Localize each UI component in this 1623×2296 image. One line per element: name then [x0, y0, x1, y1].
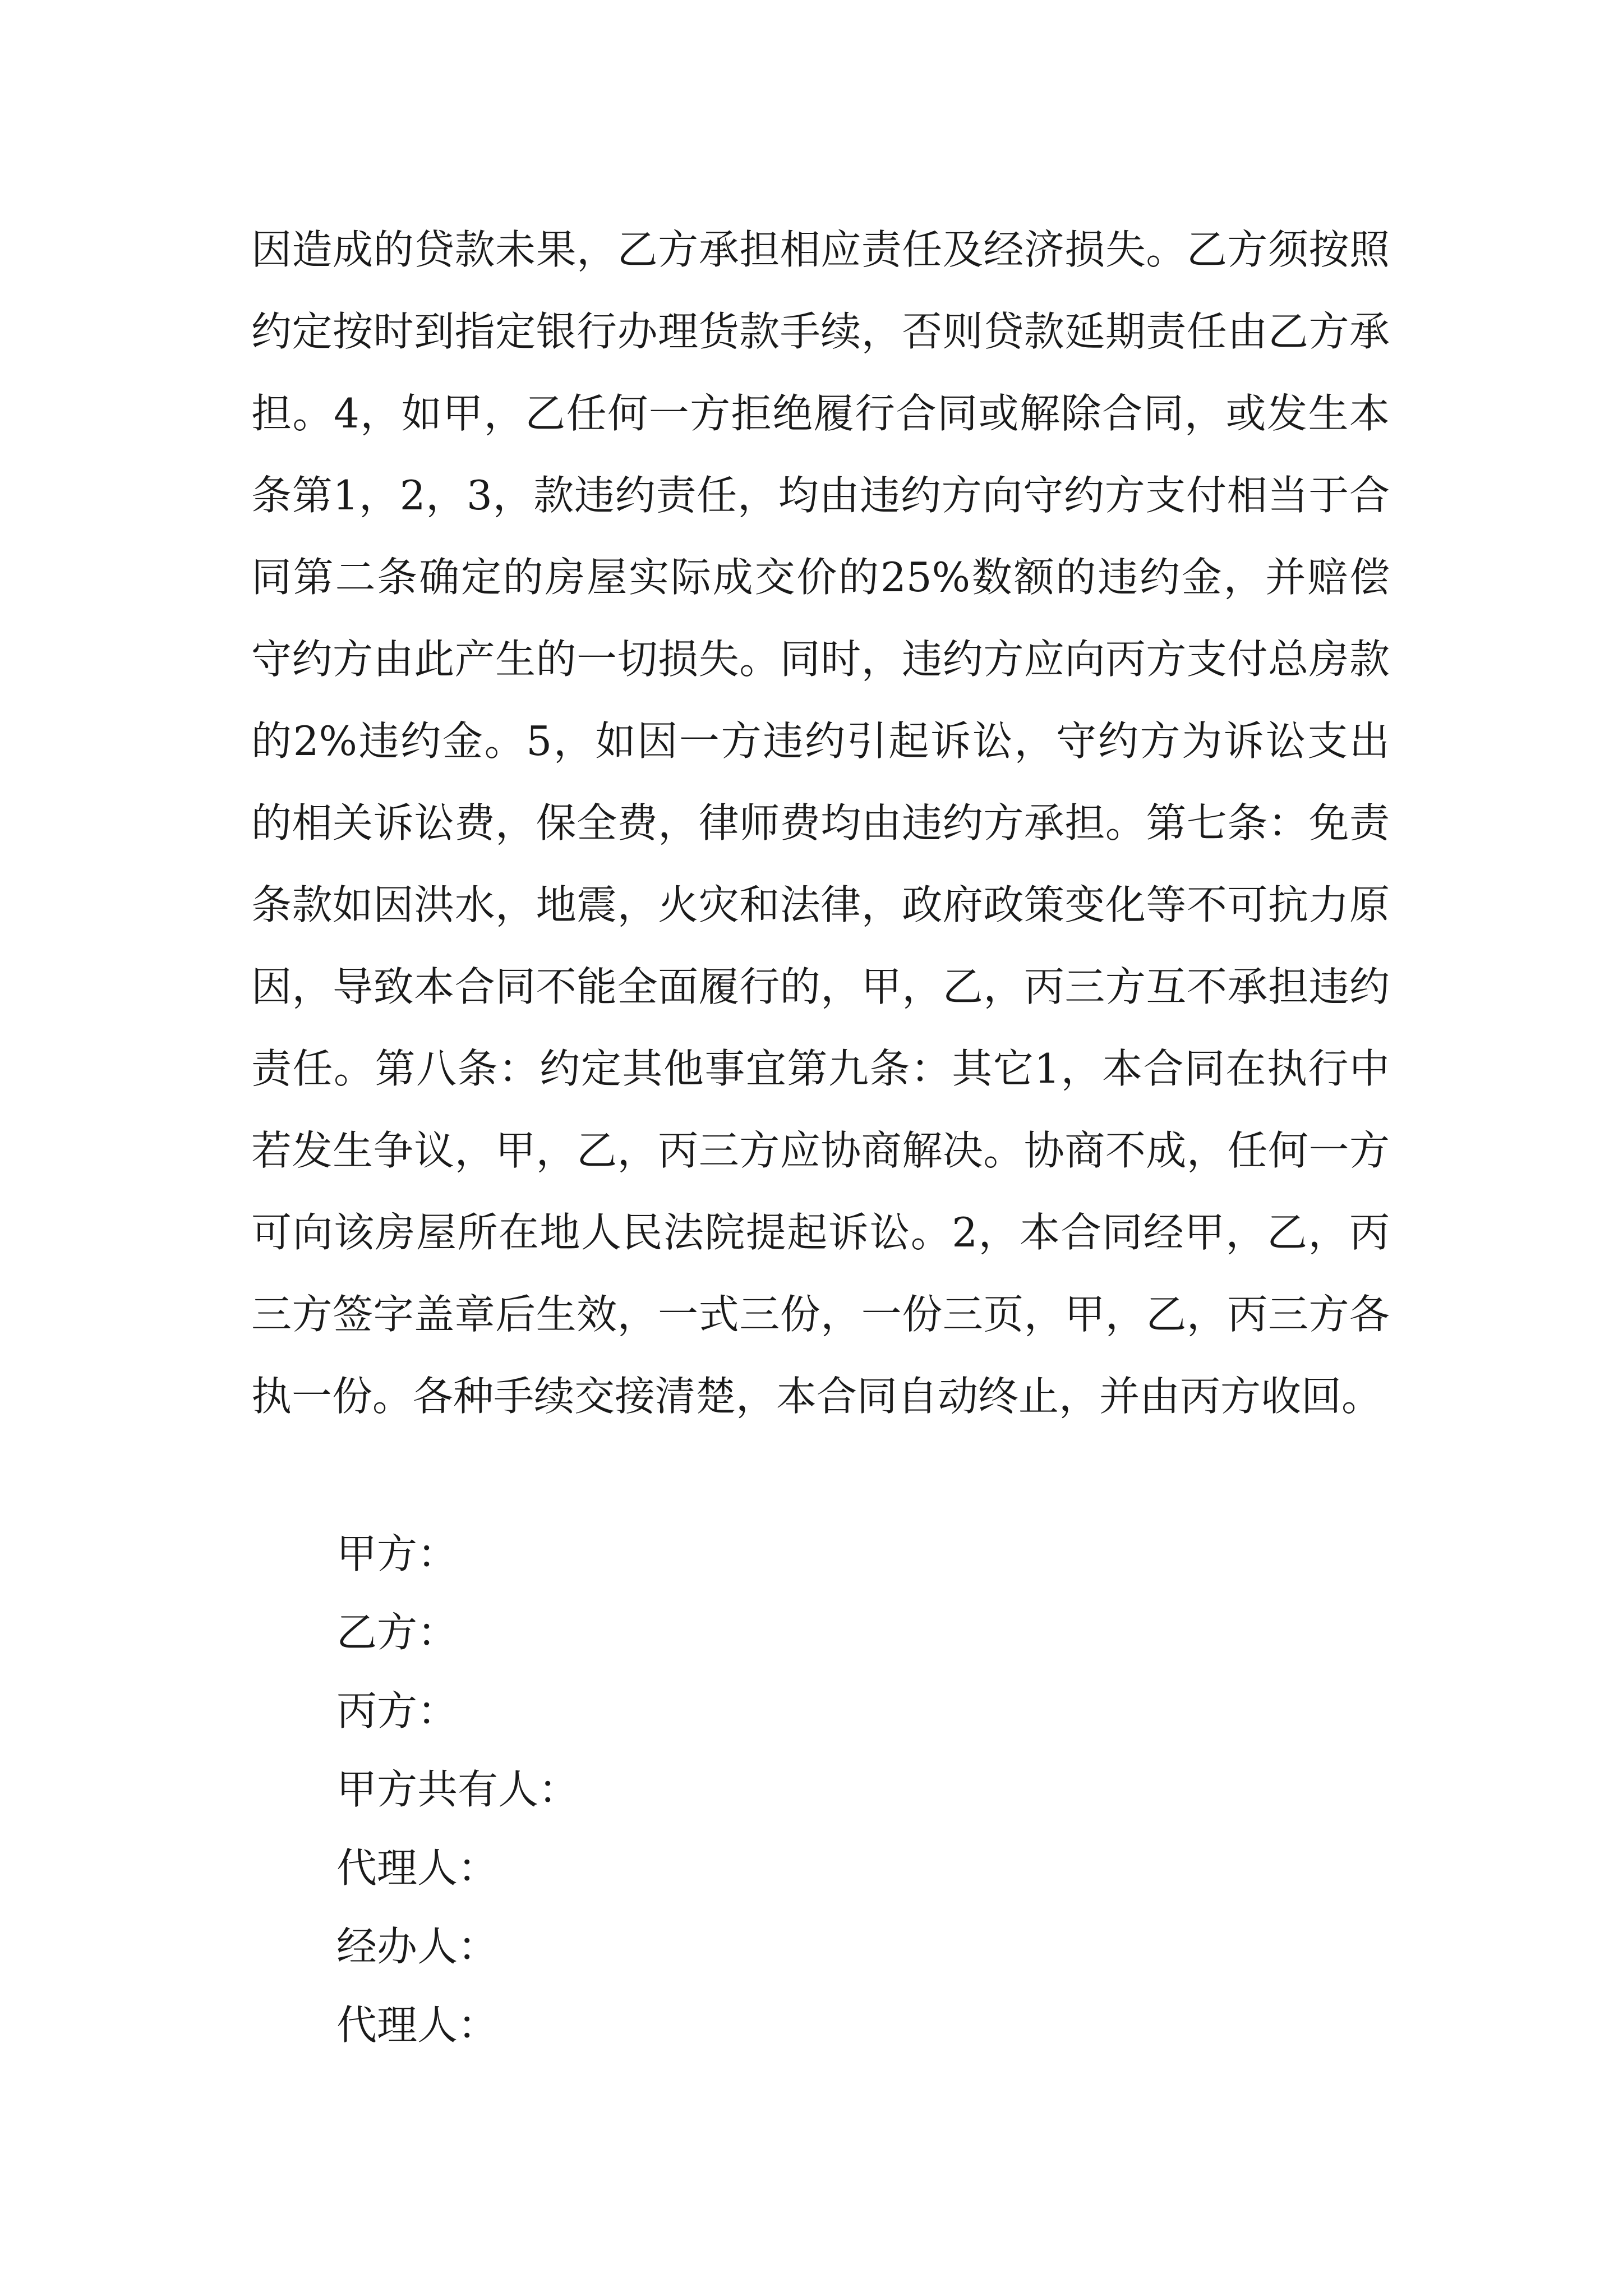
signature-party-a-co-owner: 甲方共有人：	[336, 1766, 579, 1813]
signature-party-a: 甲方：	[336, 1530, 458, 1577]
signature-agent: 代理人：	[336, 1844, 499, 1892]
signature-handler: 经办人：	[336, 1923, 499, 1970]
signature-agent-second: 代理人：	[336, 2001, 499, 2049]
signature-party-b: 乙方：	[336, 1609, 458, 1656]
signature-block	[336, 1515, 579, 2064]
signature-party-c: 丙方：	[336, 1687, 458, 1734]
contract-body-paragraph: 因造成的贷款未果，乙方承担相应责任及经济损失。乙方须按照约定按时到指定银行办理货款手续，否则贷款延期责任由乙方承担。4，如甲，乙任何一方拒绝履行合同或解除合同，或发生本条第1，2，3，款违约责任，均由违约方向守约方支付相当于合同第二条确定的房屋实际成交价的25%数额的违约金，并赔偿守约方由此产生的一切损失。同时，违约方应向丙方支付总房款的2%违约金。5，如因一方违约引起诉讼，守约方为诉讼支出的相关诉讼费，保全费，律师费均由违约方承担。第七条：免责条款如因洪水，地震，火灾和法律，政府政策变化等不可抗力原因，导致本合同不能全面履行的，甲，乙，丙三方互不承担违约责任。第八条：约定其他事宜第九条：其它1，本合同在执行中若发生争议，甲，乙，丙三方应协商解决。协商不成，任何一方可向该房屋所在地人民法院提起诉讼。2，本合同经甲，乙，丙三方签字盖章后生效，一式三份，一份三页，甲，乙，丙三方各执一份。各种手续交接清楚，本合同自动终止，并由丙方收回。	[251, 226, 1390, 1420]
